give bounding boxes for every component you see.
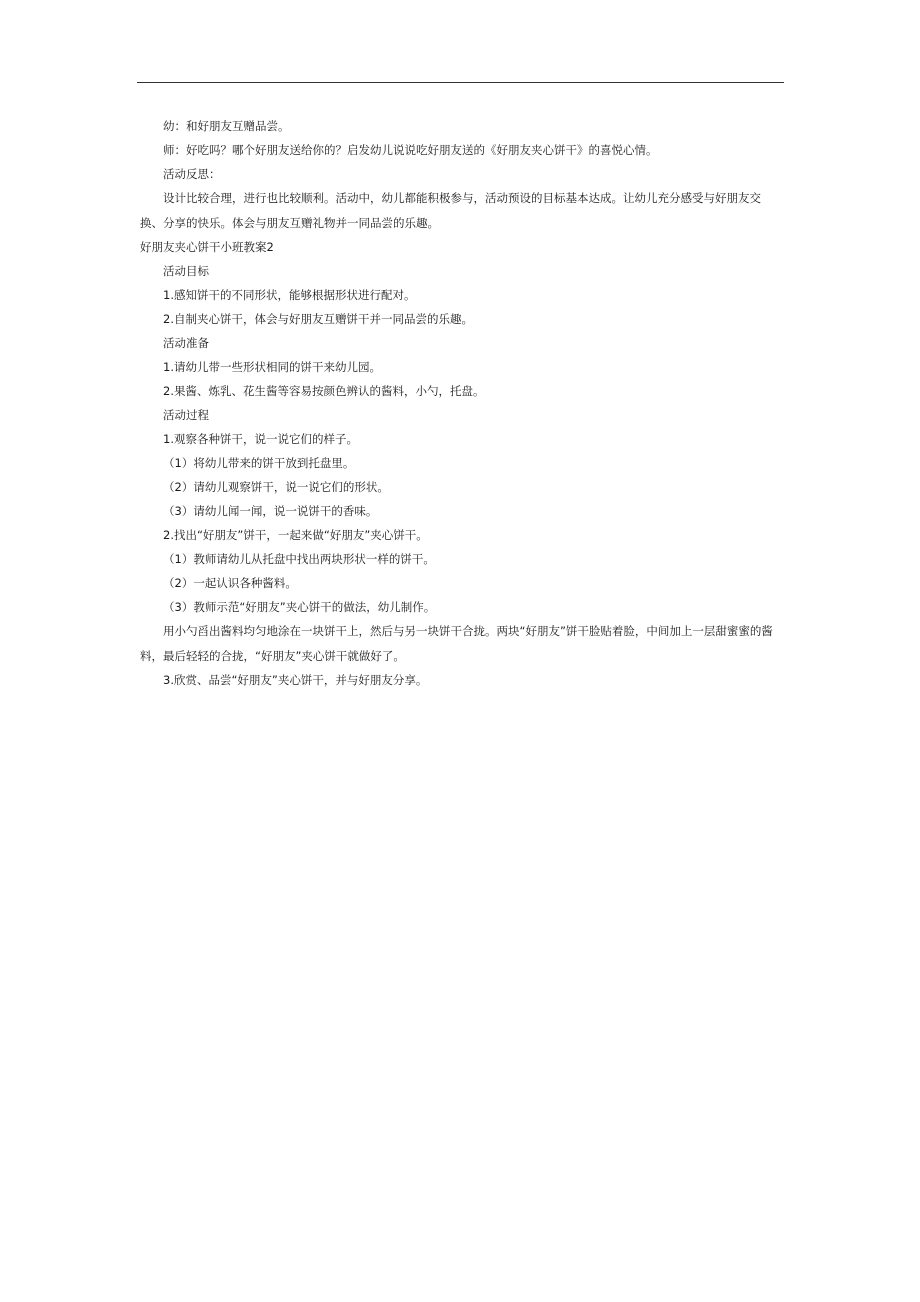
- paragraph-dialogue-teacher: 师：好吃吗？哪个好朋友送给你的？启发幼儿说说吃好朋友送的《好朋友夹心饼干》的喜悦心情。: [163, 143, 658, 157]
- process-substep: （2）一起认识各种酱料。: [163, 576, 297, 590]
- header-rule: [137, 82, 784, 83]
- process-step: 3.欣赏、品尝“好朋友”夹心饼干，并与好朋友分享。: [163, 673, 428, 687]
- paragraph-dialogue-child: 幼：和好朋友互赠品尝。: [163, 119, 290, 133]
- goal-item: 1.感知饼干的不同形状，能够根据形状进行配对。: [163, 288, 416, 302]
- preparation-item: 2.果酱、炼乳、花生酱等容易按颜色辨认的酱料，小勺，托盘。: [163, 384, 485, 398]
- paragraph-reflection: 设计比较合理，进行也比较顺利。活动中，幼儿都能积极参与，活动预设的目标基本达成。让幼儿充分感受与好朋友交换、分享的快乐。体会与朋友互赠礼物并一同品尝的乐趣。: [140, 191, 761, 230]
- preparation-item: 1.请幼儿带一些形状相同的饼干来幼儿园。: [163, 360, 381, 374]
- goal-item: 2.自制夹心饼干，体会与好朋友互赠饼干并一同品尝的乐趣。: [163, 312, 473, 326]
- process-substep: （2）请幼儿观察饼干，说一说它们的形状。: [163, 480, 389, 494]
- section-title: 好朋友夹心饼干小班教案2: [140, 240, 274, 254]
- paragraph-procedure: 用小勺舀出酱料均匀地涂在一块饼干上，然后与另一块饼干合拢。两块“好朋友”饼干脸贴着脸，中间加上一层甜蜜蜜的酱料，最后轻轻的合拢，“好朋友”夹心饼干就做好了。: [140, 624, 773, 663]
- heading-activity-process: 活动过程: [163, 408, 209, 422]
- heading-activity-reflection: 活动反思：: [163, 167, 221, 181]
- process-substep: （3）教师示范“好朋友”夹心饼干的做法，幼儿制作。: [163, 600, 436, 614]
- process-substep: （3）请幼儿闻一闻，说一说饼干的香味。: [163, 504, 378, 518]
- process-substep: （1）教师请幼儿从托盘中找出两块形状一样的饼干。: [163, 552, 435, 566]
- process-substep: （1）将幼儿带来的饼干放到托盘里。: [163, 456, 355, 470]
- heading-activity-goals: 活动目标: [163, 264, 209, 278]
- process-step: 2.找出“好朋友”饼干，一起来做“好朋友”夹心饼干。: [163, 528, 428, 542]
- process-step: 1.观察各种饼干，说一说它们的样子。: [163, 432, 358, 446]
- heading-activity-preparation: 活动准备: [163, 336, 209, 350]
- document-body: [140, 114, 780, 692]
